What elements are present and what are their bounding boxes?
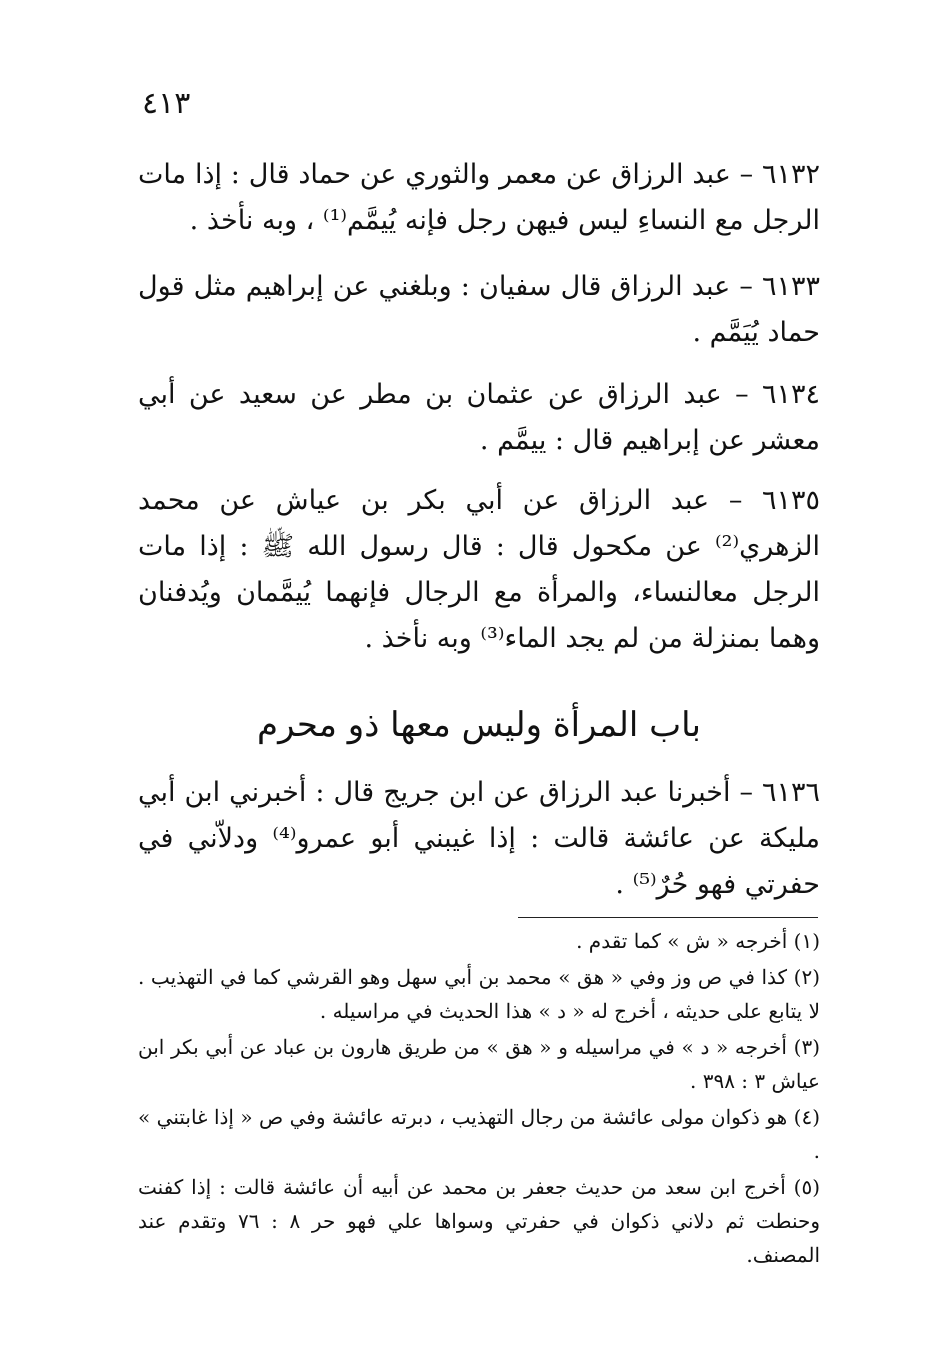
hadith-paragraph-6135	[138, 478, 820, 662]
paragraph-text: ٦١٣٢ – عبد الرزاق عن معمر والثوري عن حماد قال : إذا مات الرجل مع النساءِ ليس فيهن رجل فإنه يُيمَّم⁽¹⁾ ، وبه نأخذ .	[138, 159, 820, 236]
footnote-3: (٣) أخرجه « د » في مراسيله و « هق » من طريق هارون بن عباد عن أبي بكر ابن عياش ٣ : ٣٩٨ .	[138, 1035, 820, 1093]
chapter-heading: باب المرأة وليس معها ذو محرم	[257, 705, 701, 745]
footnote-2: (٢) كذا في ص وز وفي « هق » محمد بن أبي سهل وهو القرشي كما في التهذيب . لا يتابع على حديثه ، أخرج له « د » هذا الحديث في مراسيله .	[138, 965, 820, 1023]
hadith-paragraph-6133	[138, 264, 820, 356]
paragraph-text: ٦١٣٤ – عبد الرزاق عن عثمان بن مطر عن سعيد عن أبي معشر عن إبراهيم قال : ييمَّم .	[138, 379, 820, 456]
footnotes-section	[138, 924, 820, 1274]
hadith-paragraph-6136	[138, 770, 820, 908]
footnote-1: (١) أخرجه « ش » كما تقدم .	[576, 929, 820, 953]
footnote-4: (٤) هو ذكوان مولى عائشة من رجال التهذيب ، دبرته عائشة وفي ص « إذا غابتني » .	[138, 1105, 820, 1163]
hadith-paragraph-6132	[138, 152, 820, 244]
footnote-5: (٥) أخرج ابن سعد من حديث جعفر بن محمد عن أبيه أن عائشة قالت : إذا كفنت وحنطت ثم دلاني ذكوان في حفرتي وسواها علي فهو حر ٨ : ٧٦ وتقدم عند المصنف.	[138, 1175, 820, 1267]
footnote-divider	[518, 917, 818, 918]
hadith-paragraph-6134	[138, 372, 820, 464]
paragraph-text: ٦١٣٦ – أخبرنا عبد الرزاق عن ابن جريج قال : أخبرني ابن أبي مليكة عن عائشة قالت : إذا غيبني أبو عمرو⁽⁴⁾ ودلاّني في حفرتي فهو حُرٌ⁽⁵⁾ .	[138, 777, 820, 900]
paragraph-text: ٦١٣٣ – عبد الرزاق قال سفيان : وبلغني عن إبراهيم مثل قول حماد يُيَمَّم .	[138, 271, 820, 348]
page-number: ٤١٣	[142, 86, 191, 121]
paragraph-text: ٦١٣٥ – عبد الرزاق عن أبي بكر بن عياش عن محمد الزهري⁽²⁾ عن مكحول قال : قال رسول الله ﷺ : إذا مات الرجل معالنساء، والمرأة مع الرجال فإنهما يُيمَّمان ويُدفنان وهما بمنزلة من لم يجد الماء⁽³⁾ وبه نأخذ .	[138, 485, 820, 654]
